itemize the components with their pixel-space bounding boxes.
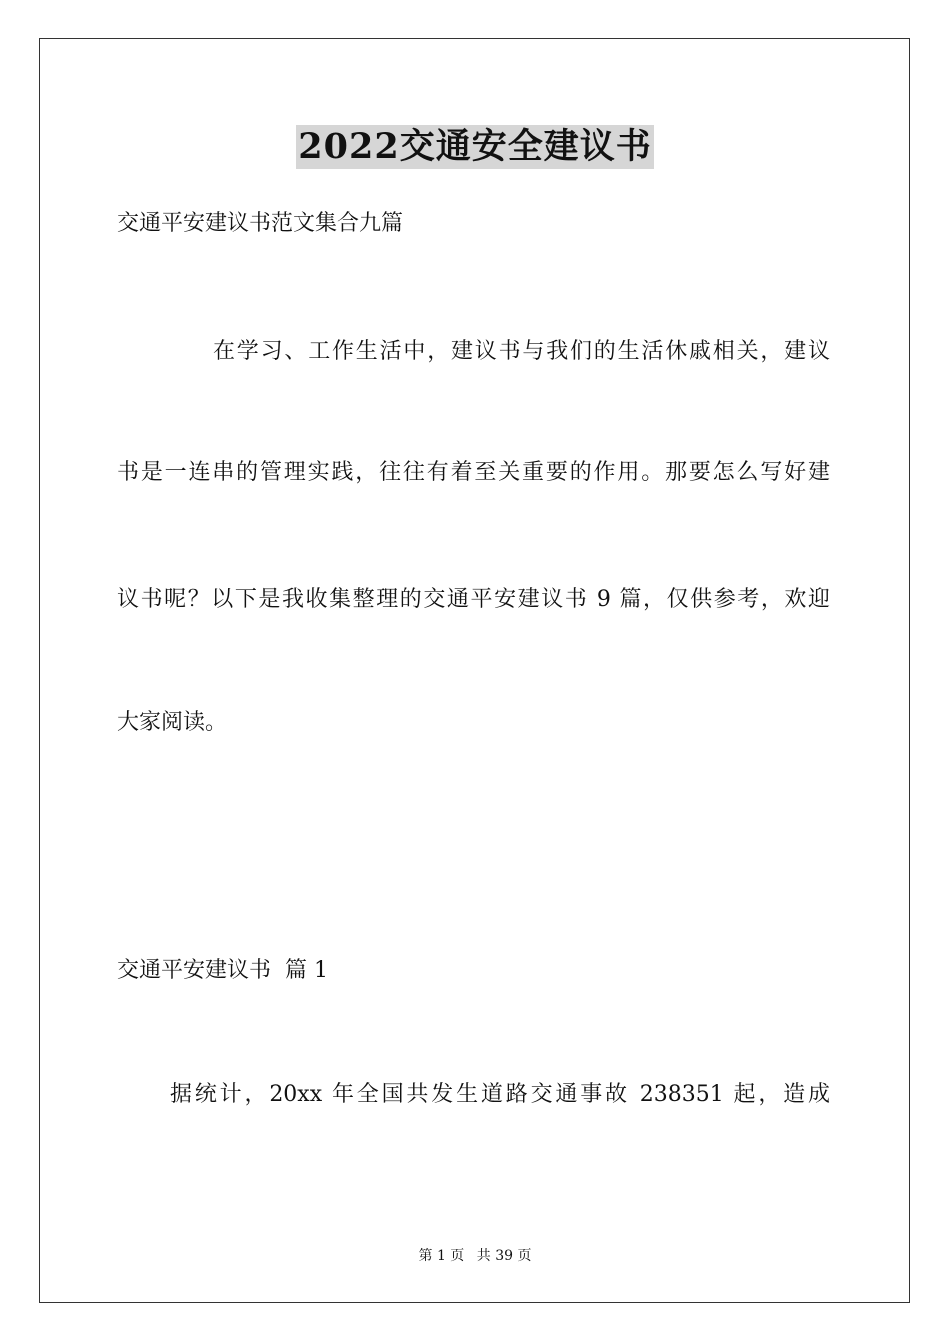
intro-line-4: 大家阅读。	[117, 710, 228, 735]
body-line-1: 据统计，20xx 年全国共发生道路交通事故 238351 起，造成	[170, 1082, 830, 1107]
title-container	[0, 125, 950, 169]
document-title: 2022交通安全建议书	[298, 126, 652, 167]
page-number: 第 1 页	[418, 1248, 465, 1264]
page-footer	[0, 1247, 950, 1265]
page-total: 共 39 页	[476, 1248, 532, 1264]
intro-line-3: 议书呢？以下是我收集整理的交通平安建议书 9 篇，仅供参考，欢迎	[117, 587, 830, 612]
document-subtitle: 交通平安建议书范文集合九篇	[117, 211, 404, 236]
intro-line-1: 在学习、工作生活中，建议书与我们的生活休戚相关，建议	[213, 339, 830, 364]
intro-line-2: 书是一连串的管理实践，往往有着至关重要的作用。那要怎么写好建	[117, 460, 830, 485]
section-heading: 交通平安建议书 篇 1	[117, 958, 328, 983]
